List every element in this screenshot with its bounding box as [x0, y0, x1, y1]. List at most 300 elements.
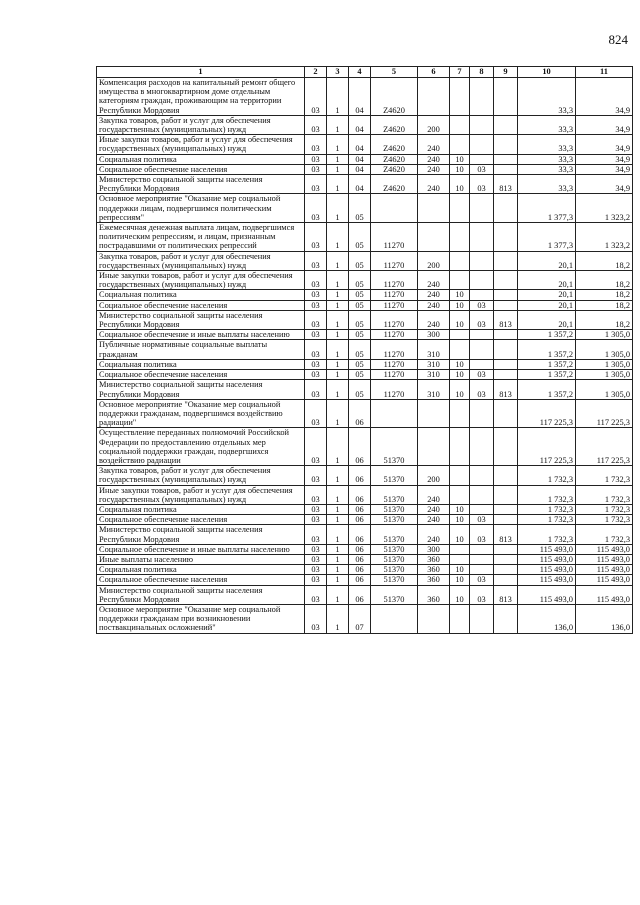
cell-amount-11: 18,2 — [576, 271, 633, 290]
cell-code-4: 06 — [349, 585, 371, 604]
cell-code-4: 04 — [349, 175, 371, 194]
cell-amount-10: 33,3 — [518, 115, 576, 134]
table-row — [97, 380, 633, 399]
cell-code-5: Z4620 — [371, 115, 418, 134]
cell-amount-10: 1 377,3 — [518, 223, 576, 252]
cell-item-name: Компенсация расходов на капитальный ремонт общего имущества в многоквартирном доме отдельным категориям граждан, проживающим на территории Республики Мордовия — [97, 78, 305, 116]
cell-code-6: 200 — [418, 115, 450, 134]
cell-code-3: 1 — [327, 223, 349, 252]
cell-amount-11: 1 732,3 — [576, 515, 633, 525]
cell-code-6: 240 — [418, 300, 450, 310]
cell-code-8 — [470, 504, 494, 514]
cell-code-8 — [470, 330, 494, 340]
cell-code-5: 51370 — [371, 485, 418, 504]
cell-code-7: 10 — [450, 310, 470, 329]
cell-code-2: 03 — [305, 604, 327, 633]
cell-code-7: 10 — [450, 515, 470, 525]
cell-amount-11: 1 732,3 — [576, 504, 633, 514]
cell-item-name: Социальная политика — [97, 290, 305, 300]
cell-code-6: 240 — [418, 154, 450, 164]
cell-code-5: 11270 — [371, 271, 418, 290]
cell-item-name: Закупка товаров, работ и услуг для обеспечения государственных (муниципальных) нужд — [97, 466, 305, 485]
cell-amount-11: 1 732,3 — [576, 485, 633, 504]
cell-amount-10: 117 225,3 — [518, 428, 576, 466]
column-header-2: 2 — [305, 67, 327, 78]
cell-code-9 — [494, 115, 518, 134]
cell-code-8 — [470, 251, 494, 270]
cell-code-4: 06 — [349, 485, 371, 504]
cell-code-3: 1 — [327, 290, 349, 300]
cell-code-5: 11270 — [371, 290, 418, 300]
cell-amount-11: 1 305,0 — [576, 380, 633, 399]
cell-amount-10: 136,0 — [518, 604, 576, 633]
cell-code-6: 240 — [418, 504, 450, 514]
cell-code-2: 03 — [305, 575, 327, 585]
cell-amount-11: 18,2 — [576, 310, 633, 329]
cell-code-9 — [494, 428, 518, 466]
cell-code-4: 06 — [349, 565, 371, 575]
cell-code-4: 06 — [349, 399, 371, 428]
cell-code-8 — [470, 428, 494, 466]
cell-code-9 — [494, 565, 518, 575]
cell-code-7 — [450, 428, 470, 466]
cell-code-9 — [494, 164, 518, 174]
cell-amount-11: 1 305,0 — [576, 359, 633, 369]
column-header-5: 5 — [371, 67, 418, 78]
cell-code-5: 11270 — [371, 310, 418, 329]
cell-code-5: 51370 — [371, 585, 418, 604]
cell-code-2: 03 — [305, 154, 327, 164]
cell-amount-11: 34,9 — [576, 135, 633, 154]
table-row — [97, 515, 633, 525]
cell-amount-11: 34,9 — [576, 175, 633, 194]
cell-item-name: Министерство социальной защиты населения Республики Мордовия — [97, 525, 305, 544]
cell-amount-10: 33,3 — [518, 78, 576, 116]
cell-code-7: 10 — [450, 164, 470, 174]
cell-amount-11: 115 493,0 — [576, 585, 633, 604]
budget-table — [96, 66, 633, 634]
cell-code-9 — [494, 300, 518, 310]
cell-code-9 — [494, 504, 518, 514]
cell-code-4: 04 — [349, 164, 371, 174]
cell-code-9 — [494, 340, 518, 359]
cell-code-6: 310 — [418, 359, 450, 369]
cell-code-2: 03 — [305, 251, 327, 270]
cell-code-3: 1 — [327, 544, 349, 554]
table-row — [97, 370, 633, 380]
cell-amount-10: 1 732,3 — [518, 504, 576, 514]
cell-item-name: Министерство социальной защиты населения Республики Мордовия — [97, 310, 305, 329]
cell-code-7 — [450, 340, 470, 359]
cell-amount-11: 117 225,3 — [576, 399, 633, 428]
cell-amount-11: 1 732,3 — [576, 525, 633, 544]
cell-code-9 — [494, 359, 518, 369]
cell-code-3: 1 — [327, 175, 349, 194]
table-row — [97, 399, 633, 428]
cell-item-name: Закупка товаров, работ и услуг для обеспечения государственных (муниципальных) нужд — [97, 251, 305, 270]
cell-code-5: Z4620 — [371, 164, 418, 174]
cell-code-7 — [450, 544, 470, 554]
column-header-1: 1 — [97, 67, 305, 78]
cell-code-9 — [494, 466, 518, 485]
cell-code-4: 05 — [349, 290, 371, 300]
cell-item-name: Социальная политика — [97, 359, 305, 369]
cell-code-6: 300 — [418, 544, 450, 554]
cell-code-8 — [470, 135, 494, 154]
cell-code-9 — [494, 154, 518, 164]
cell-code-9 — [494, 251, 518, 270]
table-row — [97, 135, 633, 154]
cell-amount-10: 1 357,2 — [518, 359, 576, 369]
cell-code-8: 03 — [470, 585, 494, 604]
cell-code-8 — [470, 194, 494, 223]
cell-code-3: 1 — [327, 575, 349, 585]
cell-code-2: 03 — [305, 340, 327, 359]
cell-item-name: Социальная политика — [97, 504, 305, 514]
cell-code-6: 200 — [418, 251, 450, 270]
cell-code-5: 51370 — [371, 515, 418, 525]
cell-item-name: Министерство социальной защиты населения Республики Мордовия — [97, 585, 305, 604]
cell-amount-10: 117 225,3 — [518, 399, 576, 428]
cell-code-7 — [450, 223, 470, 252]
table-row — [97, 194, 633, 223]
cell-code-7 — [450, 271, 470, 290]
cell-code-5: 11270 — [371, 370, 418, 380]
cell-code-4: 07 — [349, 604, 371, 633]
cell-code-7 — [450, 604, 470, 633]
cell-code-2: 03 — [305, 504, 327, 514]
cell-amount-11: 1 323,2 — [576, 194, 633, 223]
cell-code-9: 813 — [494, 310, 518, 329]
cell-code-6 — [418, 194, 450, 223]
cell-code-4: 06 — [349, 504, 371, 514]
cell-code-9 — [494, 485, 518, 504]
cell-code-5 — [371, 194, 418, 223]
cell-amount-11: 115 493,0 — [576, 565, 633, 575]
cell-code-5: 51370 — [371, 565, 418, 575]
cell-amount-11: 34,9 — [576, 78, 633, 116]
cell-code-9 — [494, 78, 518, 116]
cell-amount-10: 33,3 — [518, 175, 576, 194]
cell-code-8: 03 — [470, 525, 494, 544]
cell-code-2: 03 — [305, 290, 327, 300]
cell-amount-11: 117 225,3 — [576, 428, 633, 466]
page-number: 824 — [608, 32, 628, 47]
cell-amount-11: 34,9 — [576, 115, 633, 134]
cell-code-6 — [418, 78, 450, 116]
column-header-4: 4 — [349, 67, 371, 78]
cell-code-7 — [450, 554, 470, 564]
cell-code-4: 04 — [349, 135, 371, 154]
cell-code-2: 03 — [305, 223, 327, 252]
cell-code-9 — [494, 194, 518, 223]
cell-code-8: 03 — [470, 175, 494, 194]
cell-code-5: 51370 — [371, 504, 418, 514]
cell-code-6 — [418, 604, 450, 633]
cell-code-8: 03 — [470, 164, 494, 174]
cell-code-8 — [470, 604, 494, 633]
column-header-9: 9 — [494, 67, 518, 78]
cell-amount-11: 1 305,0 — [576, 370, 633, 380]
cell-code-8 — [470, 271, 494, 290]
cell-code-5: 51370 — [371, 544, 418, 554]
cell-code-7 — [450, 466, 470, 485]
cell-code-7: 10 — [450, 154, 470, 164]
cell-code-3: 1 — [327, 525, 349, 544]
cell-item-name: Осуществление переданных полномочий Российской Федерации по предоставлению отдельных мер социальной поддержки граждан, подвергшихся воздействию радиации — [97, 428, 305, 466]
table-row — [97, 575, 633, 585]
cell-code-3: 1 — [327, 135, 349, 154]
cell-code-9 — [494, 330, 518, 340]
cell-code-2: 03 — [305, 370, 327, 380]
cell-amount-10: 20,1 — [518, 310, 576, 329]
table-row — [97, 340, 633, 359]
cell-code-5 — [371, 604, 418, 633]
table-row — [97, 78, 633, 116]
table-row — [97, 565, 633, 575]
cell-code-7: 10 — [450, 300, 470, 310]
cell-code-7 — [450, 399, 470, 428]
cell-code-8: 03 — [470, 310, 494, 329]
table-row — [97, 330, 633, 340]
cell-code-9: 813 — [494, 585, 518, 604]
cell-code-2: 03 — [305, 330, 327, 340]
cell-code-3: 1 — [327, 399, 349, 428]
cell-amount-10: 115 493,0 — [518, 585, 576, 604]
cell-amount-10: 1 732,3 — [518, 466, 576, 485]
cell-code-7: 10 — [450, 504, 470, 514]
cell-code-8: 03 — [470, 370, 494, 380]
cell-code-2: 03 — [305, 271, 327, 290]
cell-item-name: Социальная политика — [97, 154, 305, 164]
cell-code-6: 360 — [418, 585, 450, 604]
cell-code-8 — [470, 78, 494, 116]
cell-code-4: 06 — [349, 466, 371, 485]
cell-code-9 — [494, 515, 518, 525]
cell-item-name: Социальное обеспечение населения — [97, 300, 305, 310]
column-header-6: 6 — [418, 67, 450, 78]
cell-code-4: 05 — [349, 330, 371, 340]
cell-amount-11: 115 493,0 — [576, 554, 633, 564]
cell-code-3: 1 — [327, 271, 349, 290]
cell-code-6: 300 — [418, 330, 450, 340]
cell-code-2: 03 — [305, 135, 327, 154]
cell-code-8 — [470, 466, 494, 485]
cell-item-name: Социальная политика — [97, 565, 305, 575]
column-header-8: 8 — [470, 67, 494, 78]
table-row — [97, 300, 633, 310]
cell-code-3: 1 — [327, 330, 349, 340]
cell-code-4: 05 — [349, 271, 371, 290]
cell-code-7: 10 — [450, 359, 470, 369]
cell-amount-11: 18,2 — [576, 290, 633, 300]
cell-item-name: Основное мероприятие "Оказание мер социальной поддержки гражданам при возникновении поствакцинальных осложнений" — [97, 604, 305, 633]
cell-code-4: 06 — [349, 525, 371, 544]
cell-amount-10: 115 493,0 — [518, 544, 576, 554]
cell-item-name: Публичные нормативные социальные выплаты гражданам — [97, 340, 305, 359]
cell-code-8 — [470, 544, 494, 554]
cell-code-4: 05 — [349, 340, 371, 359]
table-row — [97, 310, 633, 329]
cell-code-7: 10 — [450, 525, 470, 544]
cell-item-name: Министерство социальной защиты населения Республики Мордовия — [97, 175, 305, 194]
cell-code-7 — [450, 194, 470, 223]
table-body — [97, 78, 633, 634]
cell-code-7 — [450, 115, 470, 134]
cell-code-3: 1 — [327, 359, 349, 369]
cell-code-8 — [470, 359, 494, 369]
cell-code-4: 05 — [349, 251, 371, 270]
cell-code-7: 10 — [450, 175, 470, 194]
column-header-11: 11 — [576, 67, 633, 78]
cell-code-6: 310 — [418, 380, 450, 399]
cell-code-2: 03 — [305, 554, 327, 564]
cell-code-3: 1 — [327, 585, 349, 604]
cell-code-5: 51370 — [371, 525, 418, 544]
cell-code-4: 06 — [349, 544, 371, 554]
cell-code-5: Z4620 — [371, 175, 418, 194]
cell-code-3: 1 — [327, 428, 349, 466]
cell-item-name: Социальное обеспечение и иные выплаты населению — [97, 544, 305, 554]
cell-code-8 — [470, 565, 494, 575]
cell-amount-10: 20,1 — [518, 251, 576, 270]
cell-code-3: 1 — [327, 485, 349, 504]
cell-amount-10: 20,1 — [518, 271, 576, 290]
cell-code-5: Z4620 — [371, 78, 418, 116]
table-row — [97, 251, 633, 270]
cell-code-4: 06 — [349, 554, 371, 564]
cell-code-5: 11270 — [371, 223, 418, 252]
cell-code-7 — [450, 251, 470, 270]
cell-code-9 — [494, 223, 518, 252]
cell-item-name: Министерство социальной защиты населения Республики Мордовия — [97, 380, 305, 399]
cell-code-3: 1 — [327, 154, 349, 164]
cell-code-5: Z4620 — [371, 135, 418, 154]
cell-code-6 — [418, 428, 450, 466]
cell-code-6: 240 — [418, 310, 450, 329]
table-row — [97, 554, 633, 564]
cell-amount-10: 1 732,3 — [518, 485, 576, 504]
cell-code-7: 10 — [450, 370, 470, 380]
cell-code-7 — [450, 135, 470, 154]
cell-code-3: 1 — [327, 115, 349, 134]
table-row — [97, 466, 633, 485]
cell-code-3: 1 — [327, 194, 349, 223]
cell-code-9 — [494, 399, 518, 428]
table-row — [97, 604, 633, 633]
cell-code-4: 04 — [349, 154, 371, 164]
cell-code-9 — [494, 271, 518, 290]
cell-code-4: 05 — [349, 380, 371, 399]
cell-code-8 — [470, 485, 494, 504]
table-row — [97, 428, 633, 466]
cell-amount-10: 1 357,2 — [518, 380, 576, 399]
cell-code-6: 240 — [418, 485, 450, 504]
cell-item-name: Иные закупки товаров, работ и услуг для обеспечения государственных (муниципальных) нужд — [97, 485, 305, 504]
cell-code-6: 200 — [418, 466, 450, 485]
cell-code-4: 05 — [349, 359, 371, 369]
cell-item-name: Ежемесячная денежная выплата лицам, подвергшимся политическим репрессиям, и лицам, признанным пострадавшими от политических репрессий — [97, 223, 305, 252]
cell-amount-11: 18,2 — [576, 251, 633, 270]
table-row — [97, 504, 633, 514]
cell-code-2: 03 — [305, 466, 327, 485]
cell-code-2: 03 — [305, 544, 327, 554]
cell-code-5: 11270 — [371, 330, 418, 340]
table-row — [97, 485, 633, 504]
cell-code-9 — [494, 604, 518, 633]
cell-amount-10: 1 377,3 — [518, 194, 576, 223]
cell-code-9 — [494, 575, 518, 585]
cell-code-7: 10 — [450, 290, 470, 300]
cell-code-8 — [470, 290, 494, 300]
cell-amount-10: 20,1 — [518, 290, 576, 300]
cell-item-name: Основное мероприятие "Оказание мер социальной поддержки лицам, подвергшимся политическим репрессиям" — [97, 194, 305, 223]
cell-code-3: 1 — [327, 504, 349, 514]
cell-code-5: 51370 — [371, 428, 418, 466]
cell-code-7: 10 — [450, 575, 470, 585]
cell-amount-10: 115 493,0 — [518, 575, 576, 585]
cell-amount-10: 1 357,2 — [518, 340, 576, 359]
table-row — [97, 585, 633, 604]
table-row — [97, 164, 633, 174]
cell-code-6: 240 — [418, 525, 450, 544]
cell-code-2: 03 — [305, 359, 327, 369]
cell-code-8 — [470, 399, 494, 428]
table-row — [97, 359, 633, 369]
cell-code-2: 03 — [305, 115, 327, 134]
cell-amount-11: 1 305,0 — [576, 340, 633, 359]
cell-amount-10: 1 732,3 — [518, 515, 576, 525]
cell-code-8 — [470, 154, 494, 164]
cell-code-6: 240 — [418, 135, 450, 154]
cell-code-4: 05 — [349, 370, 371, 380]
cell-code-5: 11270 — [371, 340, 418, 359]
cell-code-6: 240 — [418, 290, 450, 300]
cell-code-5: 51370 — [371, 554, 418, 564]
cell-code-4: 06 — [349, 428, 371, 466]
cell-code-8 — [470, 223, 494, 252]
cell-code-7 — [450, 330, 470, 340]
cell-code-2: 03 — [305, 300, 327, 310]
cell-amount-10: 1 357,2 — [518, 330, 576, 340]
cell-amount-11: 115 493,0 — [576, 575, 633, 585]
cell-amount-10: 33,3 — [518, 135, 576, 154]
cell-code-2: 03 — [305, 428, 327, 466]
cell-code-9 — [494, 544, 518, 554]
cell-code-4: 06 — [349, 575, 371, 585]
cell-code-3: 1 — [327, 251, 349, 270]
cell-item-name: Основное мероприятие "Оказание мер социальной поддержки гражданам, подвергшимся воздействию радиации" — [97, 399, 305, 428]
cell-code-7: 10 — [450, 565, 470, 575]
cell-code-4: 05 — [349, 223, 371, 252]
cell-code-6 — [418, 399, 450, 428]
cell-amount-11: 136,0 — [576, 604, 633, 633]
cell-code-2: 03 — [305, 380, 327, 399]
table-row — [97, 525, 633, 544]
cell-code-9 — [494, 554, 518, 564]
cell-code-4: 05 — [349, 300, 371, 310]
column-header-7: 7 — [450, 67, 470, 78]
cell-item-name: Иные закупки товаров, работ и услуг для обеспечения государственных (муниципальных) нужд — [97, 271, 305, 290]
cell-code-4: 04 — [349, 78, 371, 116]
cell-code-3: 1 — [327, 604, 349, 633]
cell-code-6: 240 — [418, 271, 450, 290]
cell-code-2: 03 — [305, 78, 327, 116]
cell-code-9: 813 — [494, 175, 518, 194]
cell-code-2: 03 — [305, 525, 327, 544]
cell-code-6: 240 — [418, 164, 450, 174]
cell-item-name: Иные закупки товаров, работ и услуг для обеспечения государственных (муниципальных) нужд — [97, 135, 305, 154]
